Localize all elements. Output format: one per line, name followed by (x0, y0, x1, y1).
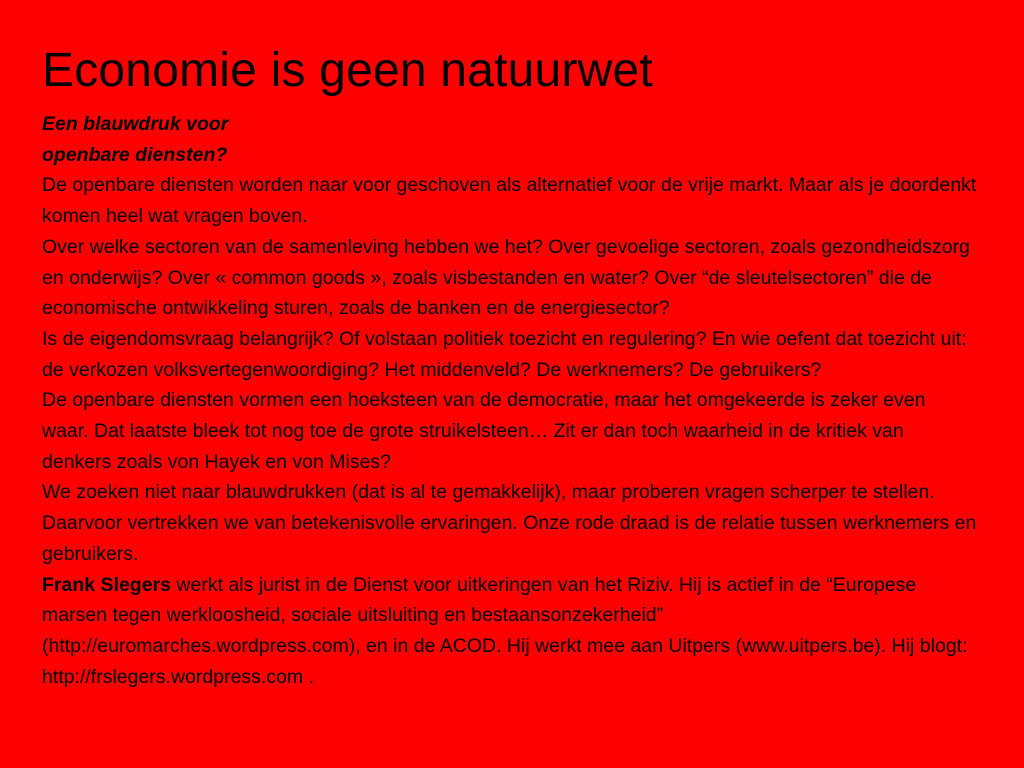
paragraph-sectors: Over welke sectoren van de samenleving hebben we het? Over gevoelige sectoren, zoals gezondheidszorg en onderwijs? Over « common goods », zoals visbestanden en water? Over “de sleutelsectoren” die de economische ontwikkeling sturen, zoals de banken en de energiesector? (42, 235, 970, 320)
author-paragraph (42, 570, 977, 693)
slide-body (42, 109, 977, 692)
author-bio: werkt als jurist in de Dienst voor uitkeringen van het Riziv. Hij is actief in de “Europese marsen tegen werkloosheid, sociale uitsluiting en bestaansonzekerheid” (http://euromarches.wordpress.com), en in de ACOD. Hij werkt mee aan Uitpers (www.uitpers.be). Hij blogt: http://frslegers.wordpress.com . (42, 573, 968, 688)
subtitle-line-1: Een blauwdruk voor (42, 113, 229, 135)
subtitle-line-2: openbare diensten? (42, 143, 228, 166)
paragraph-intro: De openbare diensten worden naar voor geschoven als alternatief voor de vrije markt. Maar als je doordenkt komen heel wat vragen boven. (42, 174, 977, 228)
paragraph-ownership: Is de eigendomsvraag belangrijk? Of volstaan politiek toezicht en regulering? En wie oefent dat toezicht uit: de verkozen volksvertegenwoordiging? Het middenveld? De werknemers? De gebruikers? (42, 327, 967, 381)
slide-title: Economie is geen natuurwet (42, 44, 653, 97)
paragraph-democracy: De openbare diensten vormen een hoeksteen van de democratie, maar het omgekeerde is zeker even waar. Dat laatste bleek tot nog toe de grote struikelsteen… Zit er dan toch waarheid in de kritiek van denkers zoals von Hayek en von Mises? (42, 389, 926, 473)
author-name: Frank Slegers (42, 573, 171, 596)
paragraph-approach: We zoeken niet naar blauwdrukken (dat is al te gemakkelijk), maar proberen vragen scherper te stellen. Daarvoor vertrekken we van betekenisvolle ervaringen. Onze rode draad is de relatie tussen werknemers en gebruikers. (42, 481, 977, 565)
